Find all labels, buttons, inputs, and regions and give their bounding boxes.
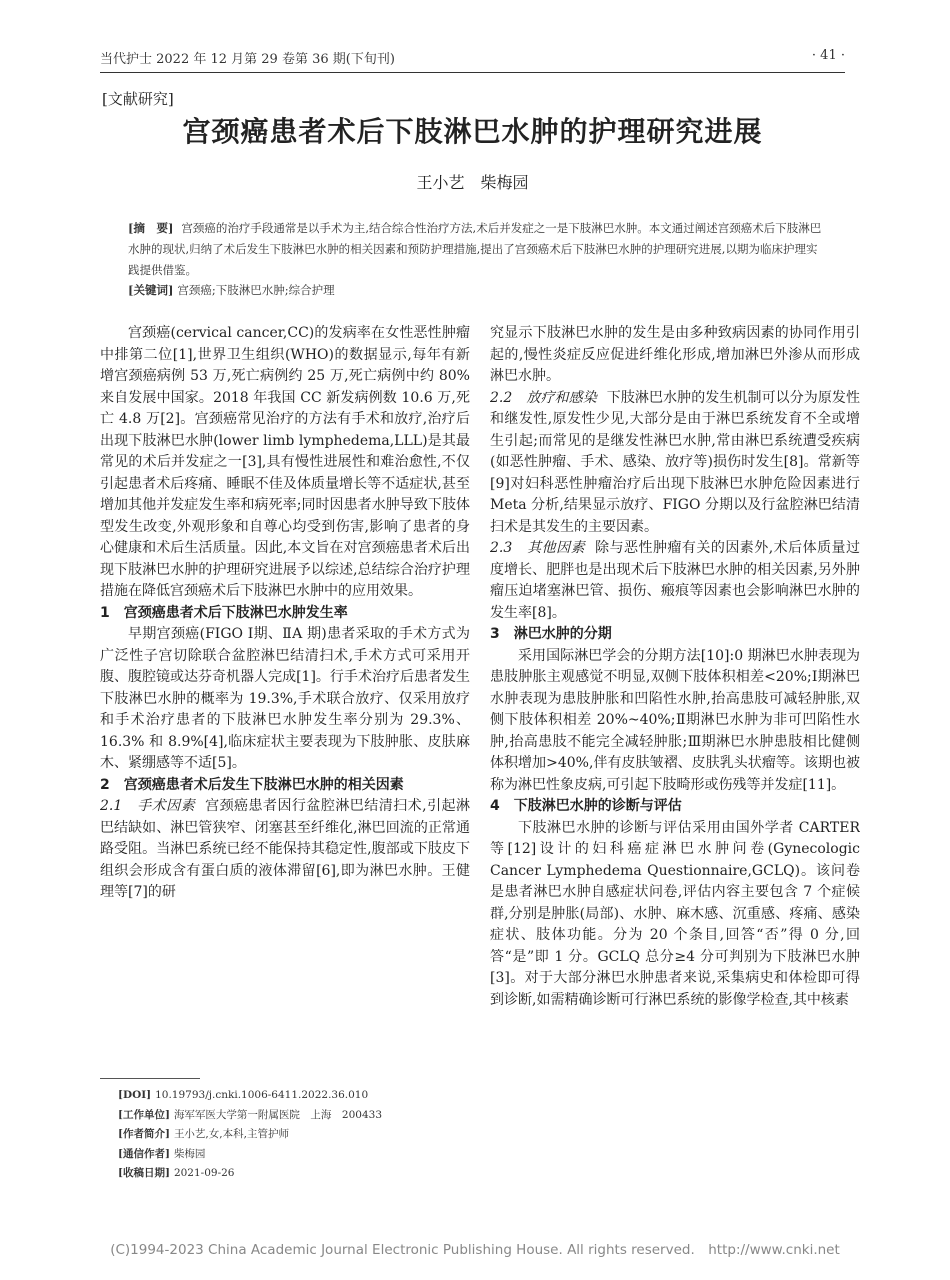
- running-header: [100, 48, 845, 68]
- footnote-item: [118, 1106, 468, 1126]
- footnote-item: [118, 1164, 468, 1184]
- footnote-text: 海军军医大学第一附属医院 上海 200433: [173, 1108, 383, 1121]
- abstract-label: [摘 要]: [128, 221, 174, 235]
- section-3-heading: 3 淋巴水肿的分期: [490, 626, 612, 642]
- section-2-2-paragraph: [490, 388, 860, 539]
- footnote-text: 柴梅园: [173, 1147, 206, 1160]
- section-2-3-text: 除与恶性肿瘤有关的因素外,术后体质量过度增长、肥胖也是出现术后下肢淋巴水肿的相关因素,另外肿瘤压迫堵塞淋巴管、损伤、瘢痕等因素也会影响淋巴水肿的发生率[8]。: [490, 540, 860, 621]
- right-column: [490, 323, 860, 1183]
- footnotes: [118, 1086, 468, 1184]
- footnote-label: [DOI]: [118, 1089, 152, 1101]
- footnote-label: [工作单位]: [118, 1108, 170, 1121]
- section-2-3-paragraph: [490, 538, 860, 624]
- section-2-3-label: 2.3 其他因素: [490, 540, 586, 556]
- authors: 王小艺 柴梅园: [416, 173, 529, 192]
- abstract-text: 宫颈癌的治疗手段通常是以手术为主,结合综合性治疗方法,术后并发症之一是下肢淋巴水肿。本文通过阐述宫颈癌术后下肢淋巴水肿的现状,归纳了术后发生下肢淋巴水肿的相关因素和预防护理措施,提出了宫颈癌术后下肢淋巴水肿的护理研究进展,以期为临床护理实践提供借鉴。: [128, 221, 822, 277]
- footnote-label: [通信作者]: [118, 1147, 170, 1160]
- keywords: [128, 282, 828, 298]
- abstract: [128, 218, 828, 281]
- copyright-notice: (C)1994-2023 China Academic Journal Electronic Publishing House. All rights reserved. http://www.cnki.net: [110, 1242, 840, 1258]
- section-2-heading: 2 宫颈癌患者术后发生下肢淋巴水肿的相关因素: [100, 776, 404, 793]
- continued-paragraph: 究显示下肢淋巴水肿的发生是由多种致病因素的协同作用引起的,慢性炎症反应促进纤维化形成,增加淋巴外渗从而形成淋巴水肿。: [490, 325, 860, 384]
- intro-paragraph: 宫颈癌(cervical cancer,CC)的发病率在女性恶性肿瘤中排第二位[1],世界卫生组织(WHO)的数据显示,每年有新增宫颈癌病例 53 万,死亡病例约 25 万,死亡病例中约 80%来自发展中国家。2018 年我国 CC 新发病例数 10.6 万,死亡 4.8 万[2]。宫颈癌常见治疗的方法有手术和放疗,治疗后出现下肢淋巴水肿(lower limb lymphedema,LLL)是其最常见的术后并发症之一[3],具有慢性进展性和难治愈性,不仅引起患者术后疼痛、睡眠不佳及体质量增长等不适症状,甚至增加其他并发症发生率和病死率;同时因患者水肿导致下肢体型发生改变,外观形象和自尊心均受到伤害,影响了患者的身心健康和术后生活质量。因此,本文旨在对宫颈癌患者术后出现下肢淋巴水肿的护理研究进展予以综述,总结综合治疗护理措施在降低宫颈癌术后下肢淋巴水肿中的应用效果。: [100, 325, 470, 599]
- footnote-label: [收稿日期]: [118, 1167, 170, 1179]
- footnote-divider: [100, 1078, 200, 1079]
- section-1-paragraph: 早期宫颈癌(FIGO Ⅰ期、ⅡA 期)患者采取的手术方式为广泛性子宫切除联合盆腔淋巴结清扫术,手术方式可采用开腹、腹腔镜或达芬奇机器人完成[1]。行手术治疗后患者发生下肢淋巴水肿的概率为 19.3%,手术联合放疗、仅采用放疗和手术治疗患者的下肢淋巴水肿发生率分别为 29.3%、16.3% 和 8.9%[4],临床症状主要表现为下肢肿胀、皮肤麻木、紧绷感等不适[5]。: [100, 626, 470, 771]
- footnote-item: [118, 1086, 468, 1106]
- section-2-1-text: 宫颈癌患者因行盆腔淋巴结清扫术,引起淋巴结缺如、淋巴管狭窄、闭塞甚至纤维化,淋巴回流的正常通路受阻。当淋巴系统已经不能保持其稳定性,腹部或下肢皮下组织会形成含有蛋白质的液体滞留[6],即为淋巴水肿。王健理等[7]的研: [100, 798, 470, 900]
- footnote-item: [118, 1145, 468, 1165]
- footnote-label: [作者简介]: [118, 1128, 170, 1140]
- section-1-heading: 1 宫颈癌患者术后下肢淋巴水肿发生率: [100, 604, 348, 621]
- left-column: [100, 323, 470, 1068]
- article-title: 宫颈癌患者术后下肢淋巴水肿的护理研究进展: [182, 115, 763, 148]
- section-2-2-text: 下肢淋巴水肿的发生机制可以分为原发性和继发性,原发性少见,大部分是由于淋巴系统发育不全或增生引起;而常见的是继发性淋巴水肿,常由淋巴系统遭受疾病(如恶性肿瘤、手术、感染、放疗等)损伤时发生[8]。常新等[9]对妇科恶性肿瘤治疗后出现下肢淋巴水肿危险因素进行 Meta 分析,结果显示放疗、FIGO 分期以及行盆腔淋巴结清扫术是其发生的主要因素。: [490, 389, 860, 535]
- footnote-item: [118, 1125, 468, 1145]
- section-2-1-label: 2.1 手术因素: [100, 798, 196, 814]
- section-3-paragraph: 采用国际淋巴学会的分期方法[10]:0 期淋巴水肿表现为患肢肿胀主观感觉不明显,双侧下肢体积相差<20%;Ⅰ期淋巴水肿表现为患肢肿胀和凹陷性水肿,抬高患肢可减轻肿胀,双侧下肢体积相差 20%~40%;Ⅱ期淋巴水肿为非可凹陷性水肿,抬高患肢不能完全减轻肿胀;Ⅲ期淋巴水肿患肢相比健侧体积增加>40%,伴有皮肤皱褶、皮肤乳头状瘤等。该期也被称为淋巴性象皮病,可引起下肢畸形或伤残等并发症[11]。: [490, 647, 860, 793]
- section-2-2-label: 2.2 放疗和感染: [490, 389, 597, 406]
- keywords-text: 宫颈癌;下肢淋巴水肿;综合护理: [177, 283, 335, 297]
- article-category: [文献研究]: [102, 90, 174, 108]
- section-4-heading: 4 下肢淋巴水肿的诊断与评估: [490, 798, 682, 814]
- footnote-text: 2021-09-26: [173, 1167, 235, 1179]
- section-2-1-paragraph: [100, 796, 470, 904]
- page-number: · 41 ·: [811, 48, 845, 63]
- footnote-text: 王小艺,女,本科,主管护师: [173, 1128, 289, 1140]
- keywords-label: [关键词]: [128, 283, 174, 297]
- header-divider: [100, 72, 845, 73]
- journal-info: 当代护士 2022 年 12 月第 29 卷第 36 期(下旬刊): [100, 52, 395, 67]
- footnote-text: 10.19793/j.cnki.1006-6411.2022.36.010: [155, 1089, 369, 1101]
- section-4-paragraph: 下肢淋巴水肿的诊断与评估采用由国外学者 CARTER 等[12]设计的妇科癌症淋巴水肿问卷(Gynecologic Cancer Lymphedema Questionnaire,GCLQ)。该问卷是患者淋巴水肿自感症状问卷,评估内容主要包含 7 个症候群,分别是肿胀(局部)、水肿、麻木感、沉重感、疼痛、感染症状、肢体功能。分为 20 个条目,回答“否”得 0 分,回答“是”即 1 分。GCLQ 总分≥4 分可判别为下肢淋巴水肿[3]。对于大部分淋巴水肿患者来说,采集病史和体检即可得到诊断,如需精确诊断可行淋巴系统的影像学检查,其中核素: [490, 819, 860, 1008]
